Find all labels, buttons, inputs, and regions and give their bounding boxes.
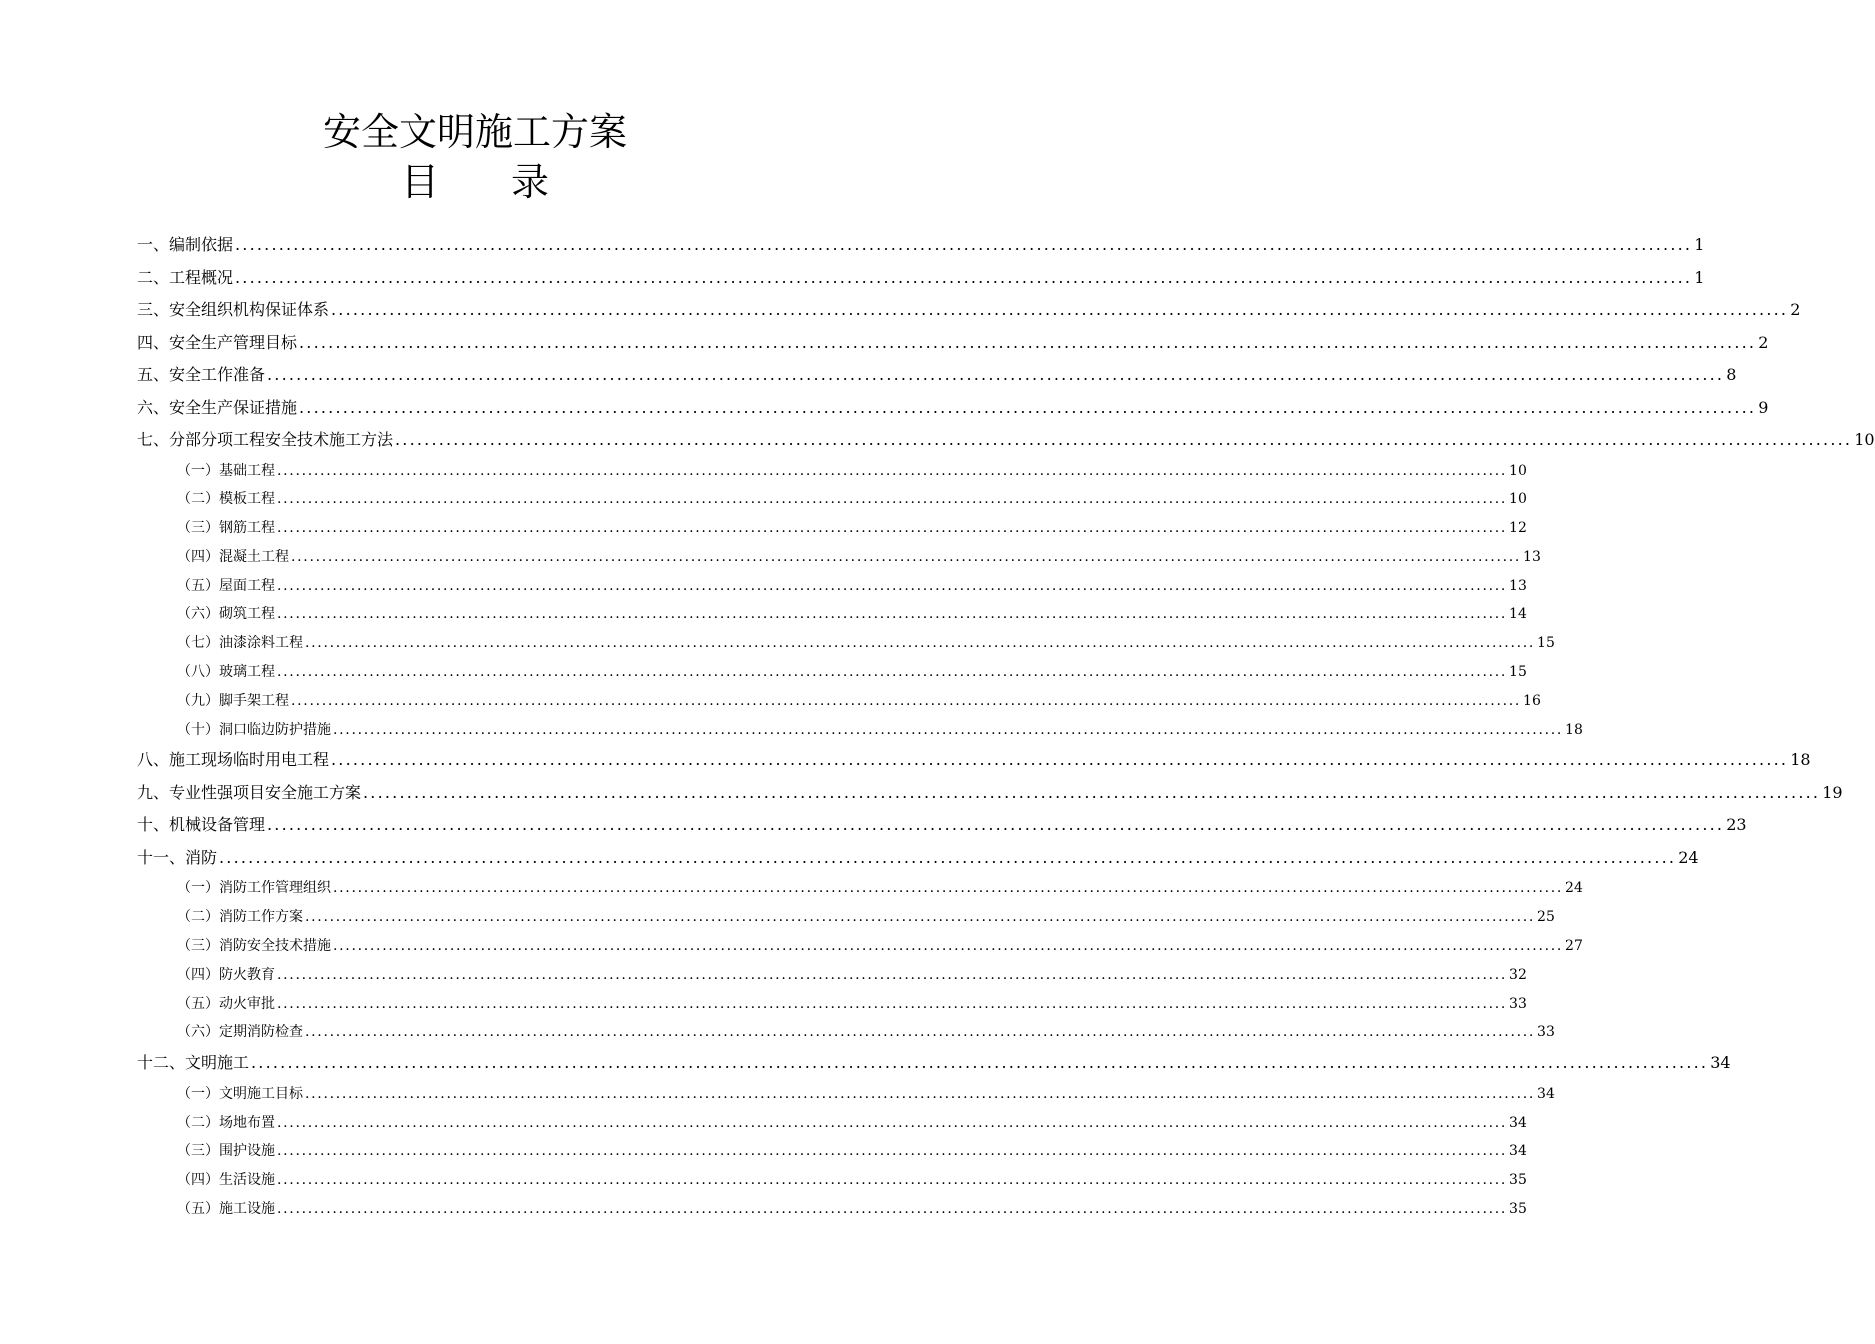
toc-dot-leader: ........................................................................................................................................................................................................ (331, 750, 1789, 770)
toc-entry-page-number: 33 (1537, 1024, 1555, 1041)
toc-subentry[interactable] (137, 932, 1583, 961)
toc-entry-page-number: 10 (1509, 491, 1527, 508)
toc-entry-label: （九）脚手架工程 (177, 692, 289, 709)
toc-entry-page-number: 35 (1509, 1200, 1527, 1217)
toc-entry-page-number: 13 (1523, 548, 1541, 565)
toc-entry[interactable] (137, 327, 1769, 360)
toc-dot-leader: ........................................................................................................................................................................................................ (291, 692, 1522, 709)
toc-entry-page-number: 19 (1822, 782, 1843, 802)
toc-subentry[interactable] (137, 1018, 1555, 1047)
toc-entry-label: （五）屋面工程 (177, 577, 275, 594)
toc-dot-leader: ........................................................................................................................................................................................................ (277, 1143, 1508, 1160)
toc-entry-label: （四）混凝土工程 (177, 548, 289, 565)
toc-entry-label: （三）围护设施 (177, 1143, 275, 1160)
toc-entry[interactable] (137, 294, 1801, 327)
toc-dot-leader: ........................................................................................................................................................................................................ (305, 635, 1536, 652)
toc-entry-label: （五）动火审批 (177, 995, 275, 1012)
toc-entry-page-number: 10 (1509, 462, 1527, 479)
toc-dot-leader: ........................................................................................................................................................................................................ (251, 1053, 1709, 1073)
toc-entry-page-number: 2 (1758, 332, 1769, 352)
toc-dot-leader: ........................................................................................................................................................................................................ (333, 721, 1564, 738)
toc-subentry[interactable] (137, 514, 1527, 543)
toc-entry[interactable] (137, 359, 1737, 392)
toc-entry-page-number: 18 (1565, 721, 1583, 738)
toc-dot-leader: ........................................................................................................................................................................................................ (363, 782, 1821, 802)
toc-dot-leader: ........................................................................................................................................................................................................ (277, 995, 1508, 1012)
toc-dot-leader: ........................................................................................................................................................................................................ (277, 966, 1508, 983)
toc-entry-page-number: 13 (1509, 577, 1527, 594)
toc-dot-leader: ........................................................................................................................................................................................................ (305, 1024, 1536, 1041)
toc-dot-leader: ........................................................................................................................................................................................................ (331, 300, 1789, 319)
toc-dot-leader: ........................................................................................................................................................................................................ (267, 815, 1725, 835)
toc-heading (0, 160, 950, 204)
toc-subentry[interactable] (137, 543, 1541, 572)
toc-subentry[interactable] (137, 990, 1527, 1019)
toc-dot-leader: ........................................................................................................................................................................................................ (235, 267, 1693, 287)
toc-dot-leader: ........................................................................................................................................................................................................ (277, 491, 1508, 508)
toc-entry-label: 十二、文明施工 (137, 1053, 250, 1073)
toc-entry-page-number: 27 (1565, 938, 1583, 955)
toc-entry-page-number: 24 (1678, 847, 1699, 867)
toc-entry-page-number: 14 (1509, 606, 1527, 623)
toc-entry-label: （十）洞口临边防护措施 (177, 721, 331, 738)
toc-entry-label: （七）油漆涂料工程 (177, 635, 303, 652)
toc-entry-page-number: 15 (1537, 635, 1555, 652)
toc-dot-leader: ........................................................................................................................................................................................................ (277, 1172, 1508, 1189)
toc-dot-leader: ........................................................................................................................................................................................................ (395, 430, 1853, 449)
toc-entry-page-number: 23 (1726, 815, 1747, 835)
toc-entry[interactable] (137, 262, 1705, 295)
toc-entry-page-number: 24 (1565, 880, 1583, 897)
toc-entry-page-number: 25 (1537, 909, 1555, 926)
toc-dot-leader: ........................................................................................................................................................................................................ (219, 847, 1677, 867)
toc-entry-label: （四）防火教育 (177, 966, 275, 983)
toc-entry-page-number: 12 (1509, 520, 1527, 537)
toc-entry-label: （二）场地布置 (177, 1114, 275, 1131)
toc-subentry[interactable] (137, 457, 1527, 486)
toc-subentry[interactable] (137, 961, 1527, 990)
toc-entry-page-number: 34 (1537, 1085, 1555, 1102)
toc-subentry[interactable] (137, 1137, 1527, 1166)
toc-dot-leader: ........................................................................................................................................................................................................ (299, 332, 1757, 352)
toc-entry[interactable] (137, 777, 1843, 810)
toc-entry-label: 一、编制依据 (137, 235, 234, 254)
toc-entry-label: （三）钢筋工程 (177, 520, 275, 537)
toc-dot-leader: ........................................................................................................................................................................................................ (291, 548, 1522, 565)
toc-entry-label: 九、专业性强项目安全施工方案 (137, 782, 362, 802)
toc-entry-label: （六）定期消防检查 (177, 1024, 303, 1041)
toc-entry[interactable] (137, 229, 1705, 262)
toc-subentry[interactable] (137, 874, 1583, 903)
toc-dot-leader: ........................................................................................................................................................................................................ (277, 577, 1508, 594)
toc-subentry[interactable] (137, 629, 1555, 658)
toc-entry[interactable] (137, 424, 1875, 457)
toc-entry-page-number: 18 (1790, 750, 1811, 770)
toc-entry[interactable] (137, 809, 1747, 842)
toc-entry-label: 七、分部分项工程安全技术施工方法 (137, 430, 394, 449)
toc-entry[interactable] (137, 744, 1811, 777)
toc-subentry[interactable] (137, 1080, 1555, 1109)
toc-entry-page-number: 35 (1509, 1172, 1527, 1189)
toc-subentry[interactable] (137, 1166, 1527, 1195)
table-of-contents (137, 229, 1875, 1224)
toc-entry-label: （二）消防工作方案 (177, 909, 303, 926)
toc-entry-page-number: 16 (1523, 692, 1541, 709)
toc-subentry[interactable] (137, 1195, 1527, 1224)
toc-entry-label: （一）基础工程 (177, 462, 275, 479)
toc-dot-leader: ........................................................................................................................................................................................................ (333, 880, 1564, 897)
toc-entry-page-number: 10 (1854, 430, 1875, 449)
toc-entry-label: （四）生活设施 (177, 1172, 275, 1189)
toc-entry-page-number: 9 (1758, 397, 1769, 417)
toc-entry[interactable] (137, 1047, 1731, 1080)
toc-dot-leader: ........................................................................................................................................................................................................ (299, 397, 1757, 417)
toc-entry-page-number: 15 (1509, 664, 1527, 681)
toc-subentry[interactable] (137, 716, 1583, 745)
toc-entry-page-number: 2 (1790, 300, 1801, 319)
toc-entry-label: （八）玻璃工程 (177, 664, 275, 681)
toc-heading-right: 录 (511, 160, 550, 204)
toc-entry-page-number: 34 (1509, 1143, 1527, 1160)
toc-entry-label: 六、安全生产保证措施 (137, 397, 298, 417)
toc-entry-page-number: 33 (1509, 995, 1527, 1012)
toc-dot-leader: ........................................................................................................................................................................................................ (333, 938, 1564, 955)
toc-entry[interactable] (137, 392, 1769, 425)
toc-entry-label: （三）消防安全技术措施 (177, 938, 331, 955)
toc-entry-label: （六）砌筑工程 (177, 606, 275, 623)
toc-subentry[interactable] (137, 658, 1527, 687)
toc-entry-label: （一）消防工作管理组织 (177, 880, 331, 897)
toc-entry-page-number: 34 (1710, 1053, 1731, 1073)
toc-dot-leader: ........................................................................................................................................................................................................ (277, 606, 1508, 623)
toc-heading-left: 目 (400, 160, 439, 204)
toc-dot-leader: ........................................................................................................................................................................................................ (267, 365, 1725, 384)
toc-entry-page-number: 32 (1509, 966, 1527, 983)
toc-entry-label: 二、工程概况 (137, 267, 234, 287)
toc-subentry[interactable] (137, 600, 1527, 629)
toc-entry-label: 十、机械设备管理 (137, 815, 266, 835)
toc-entry-label: （二）模板工程 (177, 491, 275, 508)
toc-subentry[interactable] (137, 1109, 1527, 1138)
toc-entry-label: （五）施工设施 (177, 1200, 275, 1217)
toc-entry-page-number: 8 (1726, 365, 1737, 384)
toc-subentry[interactable] (137, 687, 1541, 716)
toc-dot-leader: ........................................................................................................................................................................................................ (277, 1200, 1508, 1217)
toc-dot-leader: ........................................................................................................................................................................................................ (277, 1114, 1508, 1131)
toc-dot-leader: ........................................................................................................................................................................................................ (277, 462, 1508, 479)
toc-entry-label: 十一、消防 (137, 847, 218, 867)
toc-entry[interactable] (137, 842, 1699, 875)
toc-entry-page-number: 1 (1694, 267, 1705, 287)
toc-entry-label: 四、安全生产管理目标 (137, 332, 298, 352)
toc-dot-leader: ........................................................................................................................................................................................................ (277, 664, 1508, 681)
toc-entry-label: 五、安全工作准备 (137, 365, 266, 384)
toc-dot-leader: ........................................................................................................................................................................................................ (305, 1085, 1536, 1102)
toc-subentry[interactable] (137, 572, 1527, 601)
toc-subentry[interactable] (137, 485, 1527, 514)
toc-entry-label: （一）文明施工目标 (177, 1085, 303, 1102)
toc-entry-page-number: 34 (1509, 1114, 1527, 1131)
toc-dot-leader: ........................................................................................................................................................................................................ (277, 520, 1508, 537)
document-title: 安全文明施工方案 (322, 110, 627, 154)
toc-dot-leader: ........................................................................................................................................................................................................ (305, 909, 1536, 926)
toc-entry-label: 八、施工现场临时用电工程 (137, 750, 330, 770)
toc-subentry[interactable] (137, 903, 1555, 932)
toc-dot-leader: ........................................................................................................................................................................................................ (235, 235, 1693, 254)
toc-entry-page-number: 1 (1694, 235, 1705, 254)
toc-entry-label: 三、安全组织机构保证体系 (137, 300, 330, 319)
